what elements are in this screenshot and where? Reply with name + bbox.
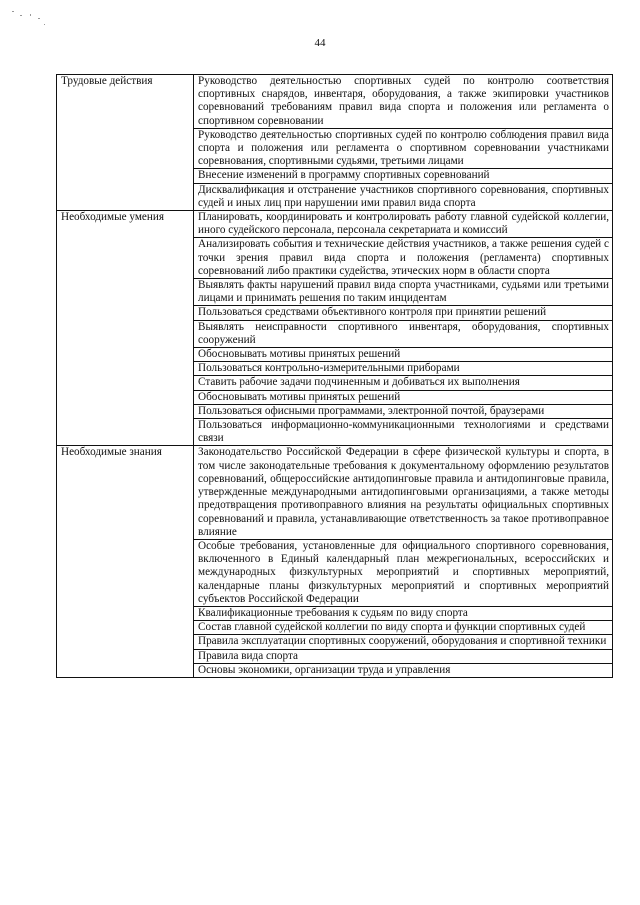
list-item: Квалификационные требования к судьям по виду спорта bbox=[194, 606, 613, 620]
list-item: Ставить рабочие задачи подчиненным и добиваться их выполнения bbox=[194, 376, 613, 390]
list-item: Анализировать события и технические действия участников, а также решения судей с точки зрения правил вида спорта и положения (регламента) спортивных соревнований либо практики судейства, этических норм в области спорта bbox=[194, 238, 613, 279]
scan-speck bbox=[38, 18, 40, 19]
list-item: Пользоваться контрольно-измерительными приборами bbox=[194, 362, 613, 376]
table-row bbox=[57, 211, 613, 238]
section-label: Трудовые действия bbox=[57, 75, 194, 211]
list-item: Пользоваться средствами объективного контроля при принятии решений bbox=[194, 306, 613, 320]
table-row bbox=[57, 446, 613, 539]
list-item: Правила вида спорта bbox=[194, 649, 613, 663]
scan-speck bbox=[12, 11, 14, 12]
list-item: Обосновывать мотивы принятых решений bbox=[194, 348, 613, 362]
list-item: Пользоваться информационно-коммуникационными технологиями и средствами связи bbox=[194, 419, 613, 446]
list-item: Выявлять неисправности спортивного инвентаря, оборудования, спортивных сооружений bbox=[194, 320, 613, 347]
page-number: 44 bbox=[314, 37, 326, 49]
list-item: Планировать, координировать и контролировать работу главной судейской коллегии, иного судейского персонала, персонала секретариата и комиссий bbox=[194, 211, 613, 238]
list-item: Состав главной судейской коллегии по виду спорта и функции спортивных судей bbox=[194, 621, 613, 635]
scan-speck bbox=[30, 14, 31, 16]
section-label: Необходимые умения bbox=[57, 211, 194, 446]
list-item: Обосновывать мотивы принятых решений bbox=[194, 390, 613, 404]
scan-speck bbox=[20, 15, 22, 16]
list-item: Дисквалификация и отстранение участников спортивного соревнования, спортивных судей и иных лиц при нарушении ими правил вида спорта bbox=[194, 183, 613, 210]
list-item: Пользоваться офисными программами, электронной почтой, браузерами bbox=[194, 404, 613, 418]
table-row bbox=[57, 75, 613, 129]
list-item: Основы экономики, организации труда и управления bbox=[194, 663, 613, 677]
scan-speck bbox=[44, 24, 45, 25]
list-item: Руководство деятельностью спортивных судей по контролю соблюдения правил вида спорта и положения или регламента о спортивном соревновании участниками соревнования, спортивными судьями, третьими лицами bbox=[194, 128, 613, 169]
list-item: Выявлять факты нарушений правил вида спорта участниками, судьями или третьими лицами и принимать решения по таким инцидентам bbox=[194, 279, 613, 306]
list-item: Внесение изменений в программу спортивных соревнований bbox=[194, 169, 613, 183]
list-item: Правила эксплуатации спортивных сооружений, оборудования и спортивной техники bbox=[194, 635, 613, 649]
list-item: Законодательство Российской Федерации в сфере физической культуры и спорта, в том числе законодательные требования к документальному оформлению результатов соревнований, общероссийские антидопинговые правила и антидопинговые правила, утвержденные международными антидопинговыми организациями, а также методы предотвращения противоправного влияния на результаты официальных спортивных соревнований и правила, устанавливающие ответственность за такое противоправное влияние bbox=[194, 446, 613, 539]
list-item: Руководство деятельностью спортивных судей по контролю соответствия спортивных снарядов, инвентаря, оборудования, а также экипировки участников соревнований требованиям правил вида спорта и положения или регламента о спортивном соревновании bbox=[194, 75, 613, 129]
list-item: Особые требования, установленные для официального спортивного соревнования, включенного в Единый календарный план межрегиональных, всероссийских и международных физкультурных мероприятий и спортивных мероприятий, календарные планы физкультурных мероприятий и спортивных мероприятий субъектов Российской Федерации bbox=[194, 539, 613, 606]
requirements-table bbox=[56, 74, 613, 678]
section-label: Необходимые знания bbox=[57, 446, 194, 677]
